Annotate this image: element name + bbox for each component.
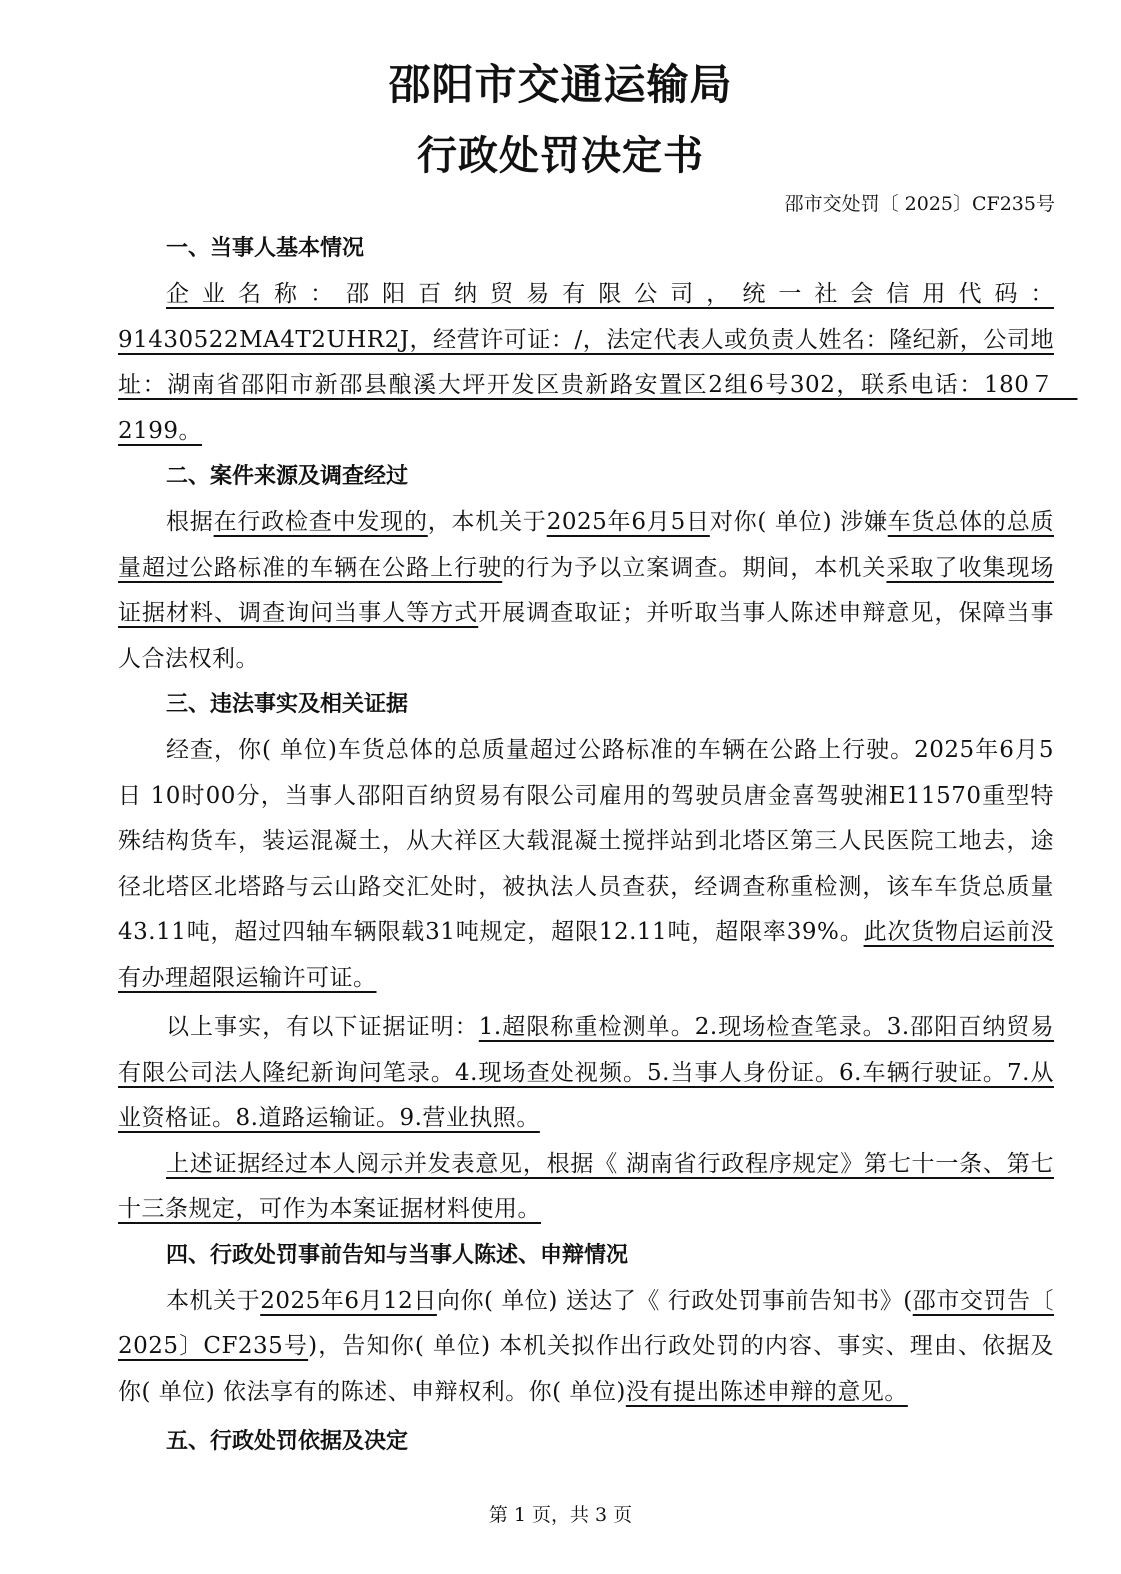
document-body: [118, 226, 1078, 1465]
section-heading-case-source: 二、案件来源及调查经过: [166, 464, 409, 489]
document-title-agency: 邵阳市交通运输局: [388, 60, 733, 109]
document-title-type: 行政处罚决定书: [417, 133, 704, 179]
text-fragment: 以上事实，有以下证据证明：: [166, 1014, 479, 1040]
party-info-text: [118, 272, 1078, 454]
text-fragment: 本机关于: [166, 1287, 261, 1314]
document-number: 邵市交处罚〔 2025〕CF235号: [784, 193, 1055, 215]
section-heading-party-info: 一、当事人基本情况: [166, 236, 365, 261]
notice-date: 2025年6月12日: [260, 1287, 437, 1314]
text-fragment: 向你( 单位) 送达了《 行政处罚事前告知书》(: [436, 1287, 913, 1314]
text-fragment: )，告知你( 单位) 本机关拟作出行政处罚的内容、事实、理由、依据及你( 单位) 依法享有的陈述、申辩权利。你( 单位): [118, 1333, 1054, 1405]
text-fragment: ，本机关于: [427, 509, 547, 535]
facts-text: [118, 728, 1054, 1001]
facts-description: 经查，你( 单位)车货总体的总质量超过公路标准的车辆在公路上行驶。2025年6月5日 10时00分，当事人邵阳百纳贸易有限公司雇用的驾驶员唐金喜驾驶湘E11570重型特殊结构货车，装运混凝土，从大祥区大载混凝土搅拌站到北塔区第三人民医院工地去，途径北塔区北塔路与云山路交汇处时，被执法人员查获，经调查称重检测，该车车货总质量43.11吨，超过四轴车辆限载31吨规定，超限12.11吨，超限率39%。: [118, 737, 1054, 945]
evidence-basis: 上述证据经过本人阅示并发表意见，根据《 湖南省行政程序规定》第七十一条、第七十三条规定，可作为本案证据材料使用。: [118, 1150, 1054, 1222]
investigation-method: 采取了收集现场证据材料、调查询问当事人等方式: [118, 554, 1055, 626]
section-heading-prior-notice: 四、行政处罚事前告知与当事人陈述、申辩情况: [166, 1242, 629, 1268]
case-date: 2025年6月5日: [546, 509, 710, 535]
prior-notice-text: [118, 1279, 1054, 1416]
alleged-violation: 车货总体的总质量超过公路标准的车辆在公路上行驶: [118, 509, 1055, 581]
party-info-details: 企业名称：邵阳百纳贸易有限公司，统一社会信用代码：91430522MA4T2UHR2J，经营许可证：/，法定代表人或负责人姓名：隆纪新，公司地址：湖南省邵阳市新邵县酿溪大坪开发区贵新路安置区2组6号302，联系电话：180７ 2199。: [118, 281, 1078, 444]
evidence-basis-text: [118, 1142, 1054, 1233]
text-fragment: 对你( 单位) 涉嫌: [709, 509, 888, 535]
case-source-method: 在行政检查中发现的: [213, 509, 428, 535]
no-permit-statement: 此次货物启运前没有办理超限运输许可证。: [118, 919, 1055, 991]
text-fragment: 的行为予以立案调查。期间，本机关: [502, 554, 887, 581]
page-number: 第 1 页，共 3 页: [488, 1504, 633, 1526]
no-defense-statement: 没有提出陈述申辩的意见。: [625, 1378, 908, 1405]
text-fragment: 根据: [166, 509, 214, 535]
case-source-text: [118, 500, 1054, 682]
section-heading-facts-evidence: 三、违法事实及相关证据: [166, 692, 409, 717]
notice-number: 邵市交罚告〔 2025〕CF235号: [118, 1287, 1055, 1359]
section-heading-penalty-basis: 五、行政处罚依据及决定: [166, 1429, 409, 1454]
text-fragment: 开展调查取证；并听取当事人陈述申辩意见，保障当事人合法权利。: [118, 600, 1055, 672]
evidence-list: 1.超限称重检测单。2.现场检查笔录。3.邵阳百纳贸易有限公司法人隆纪新询问笔录。4.现场查处视频。5.当事人身份证。6.车辆行驶证。7.从业资格证。8.道路运输证。9.营业执照。: [118, 1014, 1054, 1131]
evidence-list-text: [118, 1005, 1054, 1142]
